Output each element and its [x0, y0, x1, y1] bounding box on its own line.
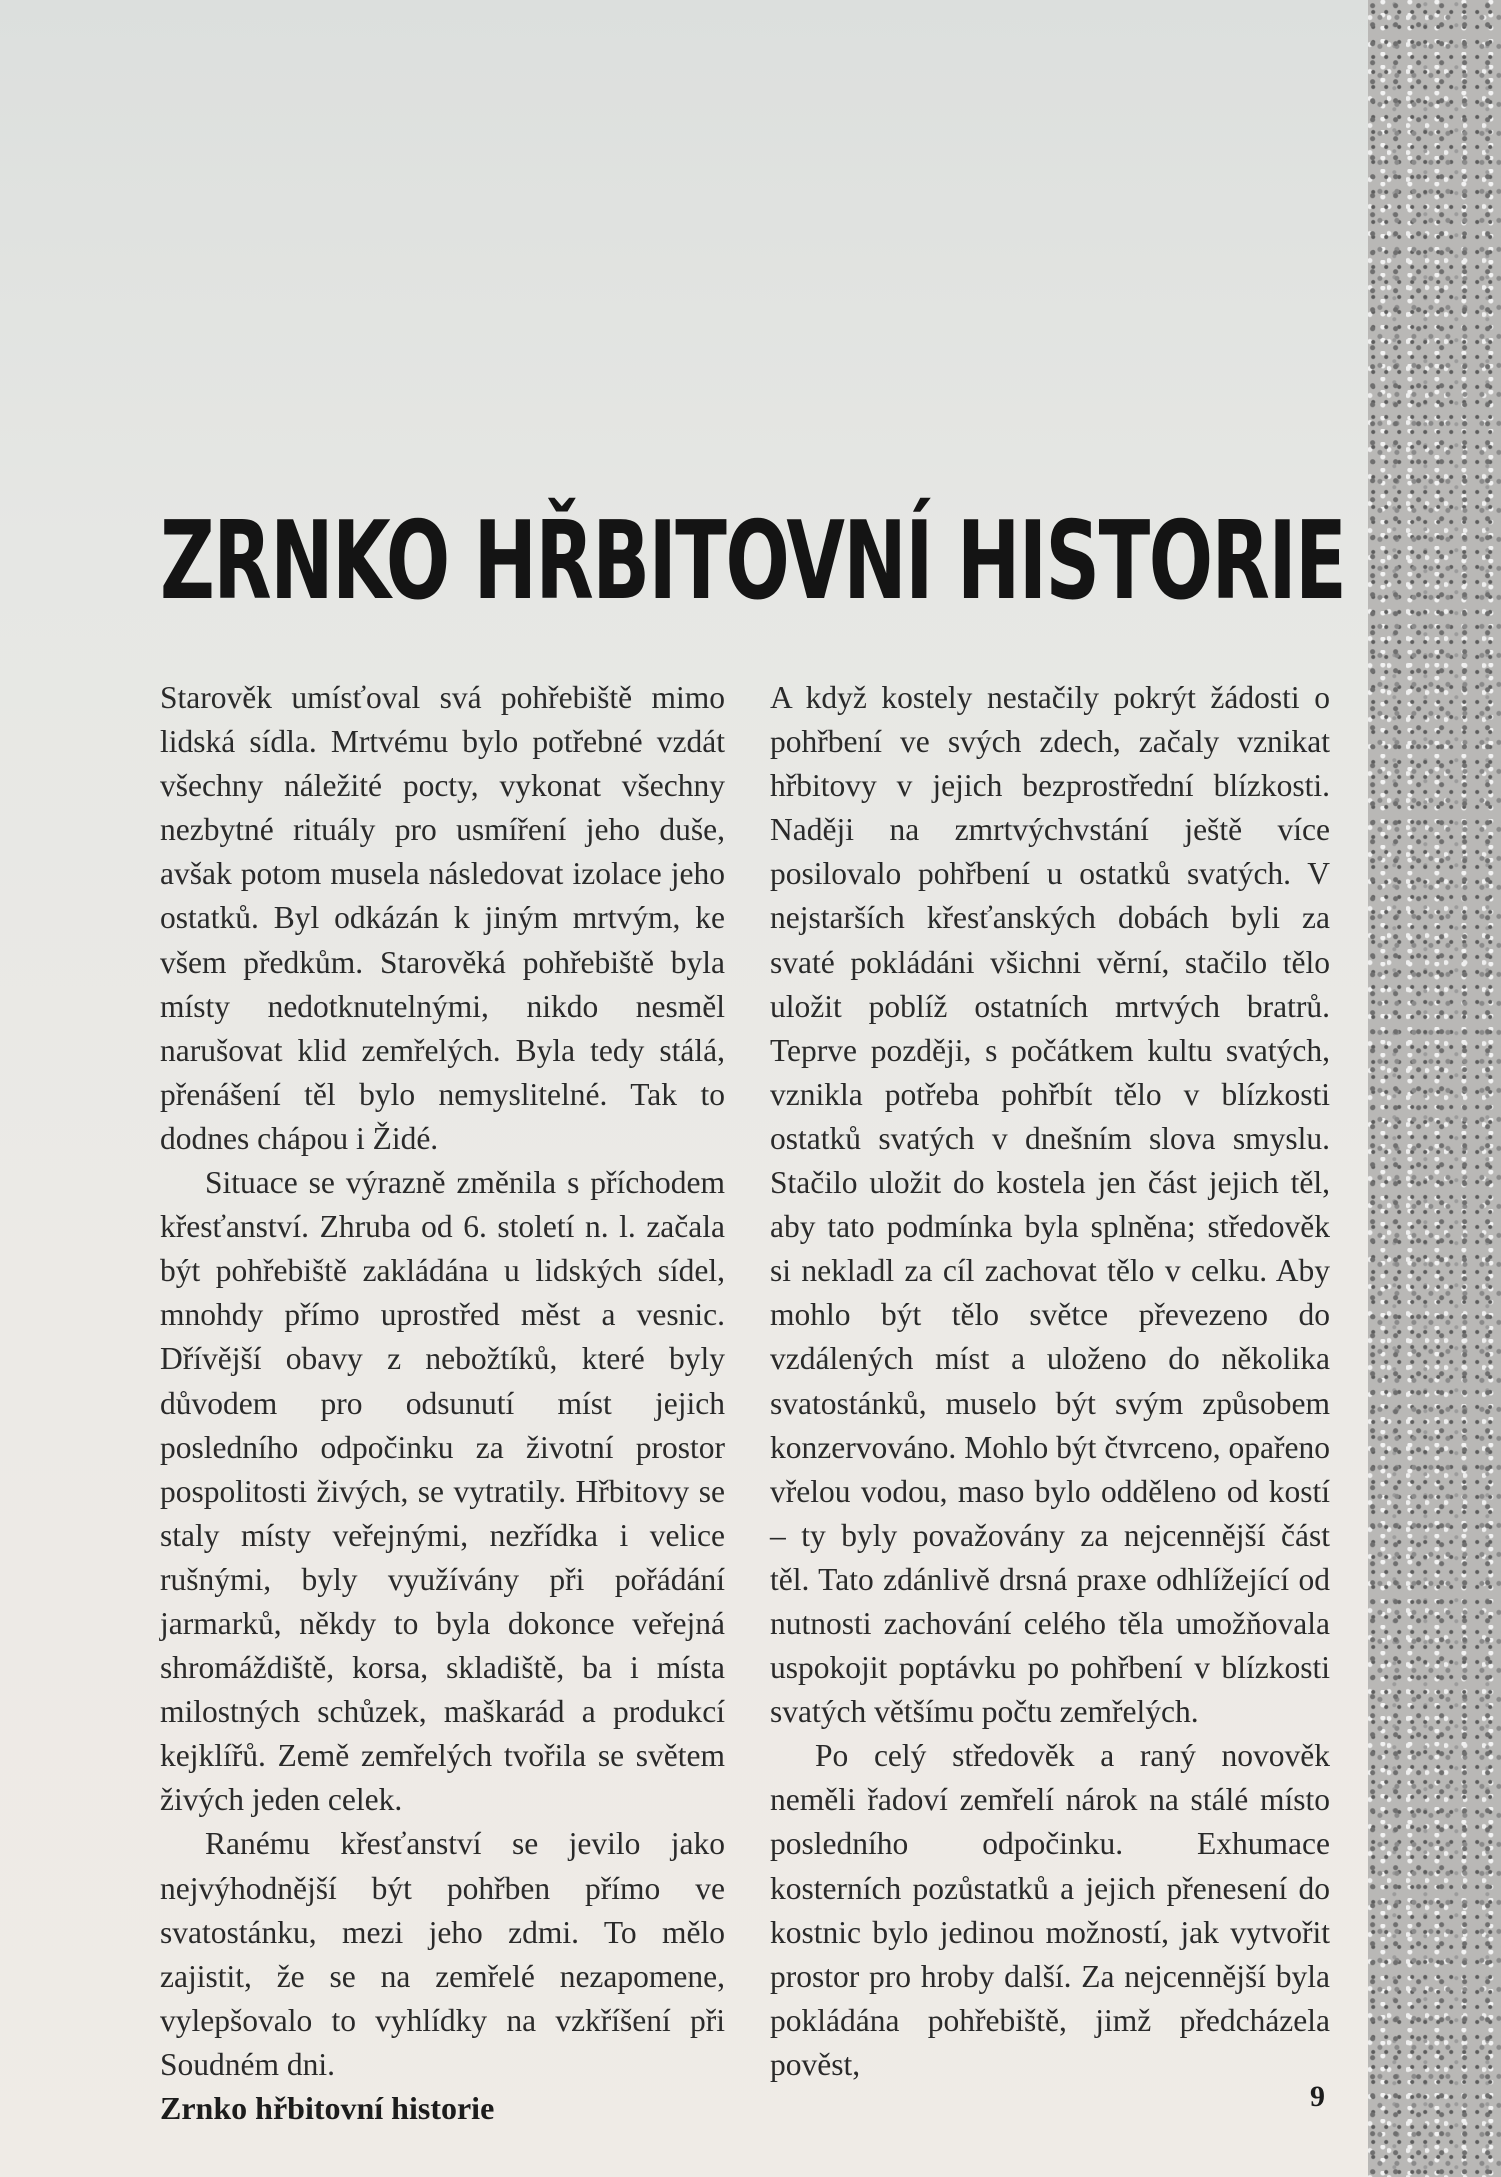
- paragraph: Starověk umísťoval svá pohřebiště mimo lidská sídla. Mrtvému bylo potřebné vzdát všechny náležité pocty, vykonat všechny nezbytné rituály pro usmíření jeho duše, avšak potom musela následovat izolace jeho ostatků. Byl odkázán k jiným mrtvým, ke všem předkům. Starověká pohřebiště byla místy nedotknutelnými, nikdo nesměl narušovat klid zemřelých. Byla tedy stálá, přenášení těl bylo nemyslitelné. Tak to dodnes chápou i Židé.: [160, 680, 725, 1156]
- granite-texture-edge: [1368, 0, 1501, 2177]
- paragraph: A když kostely nestačily pokrýt žádosti o pohřbení ve svých zdech, začaly vznikat hřbitovy v jejich bezprostřední blízkosti. Naději na zmrtvýchvstání ještě více posilovalo pohřbení u ostatků svatých. V nejstarších křesťanských dobách byli za svaté pokládáni všichni věrní, stačilo tělo uložit poblíž ostatních mrtvých bratrů. Teprve později, s počátkem kultu svatých, vznikla potřeba pohřbít tělo v blízkosti ostatků svatých v dnešním slova smyslu. Stačilo uložit do kostela jen část jejich těl, aby tato podmínka byla splněna; středověk si nekladl za cíl zachovat tělo v celku. Aby mohlo být tělo světce převezeno do vzdálených míst a uloženo do několika svatostánků, muselo být svým způsobem konzervováno. Mohlo být čtvrceno, opařeno vřelou vodou, maso bylo odděleno od kostí – ty byly považovány za nejcennější část těl. Tato zdánlivě drsná praxe odhlížející od nutnosti zachování celého těla umožňovala uspokojit poptávku po pohřbení v blízkosti svatých většímu počtu zemřelých.: [770, 680, 1330, 1730]
- running-footer-title: Zrnko hřbitovní historie: [160, 2090, 495, 2126]
- left-text-column: [160, 676, 725, 2087]
- paragraph: Po celý středověk a raný novověk neměli řadoví zemřelí nárok na stálé místo posledního odpočinku. Exhumace kosterních pozůstatků a jejich přenesení do kostnic bylo jedinou možností, jak vytvořit prostor pro hroby další. Za nejcennější byla pokládána pohřebiště, jimž předcházela pověst,: [770, 1738, 1330, 2082]
- chapter-title: ZRNKO HŘBITOVNÍ HISTORIE: [160, 499, 1346, 625]
- paragraph: Situace se výrazně změnila s příchodem křesťanství. Zhruba od 6. století n. l. začala být pohřebiště zakládána u lidských sídel, mnohdy přímo uprostřed měst a vesnic. Dřívější obavy z nebožtíků, které byly důvodem pro odsunutí míst jejich posledního odpočinku za životní prostor pospolitosti živých, se vytratily. Hřbitovy se staly místy veřejnými, nezřídka i velice rušnými, byly využívány při pořádání jarmarků, někdy to byla dokonce veřejná shromáždiště, korsa, skladiště, ba i místa milostných schůzek, maškarád a produkcí kejklířů. Země zemřelých tvořila se světem živých jeden celek.: [160, 1165, 725, 1818]
- page-number: 9: [1310, 2080, 1325, 2113]
- paragraph: Ranému křesťanství se jevilo jako nejvýhodnější být pohřben přímo ve svatostánku, mezi jeho zdmi. To mělo zajistit, že se na zemřelé nezapomene, vylepšovalo to vyhlídky na vzkříšení při Soudném dni.: [160, 1826, 725, 2082]
- right-text-column: [770, 676, 1330, 2087]
